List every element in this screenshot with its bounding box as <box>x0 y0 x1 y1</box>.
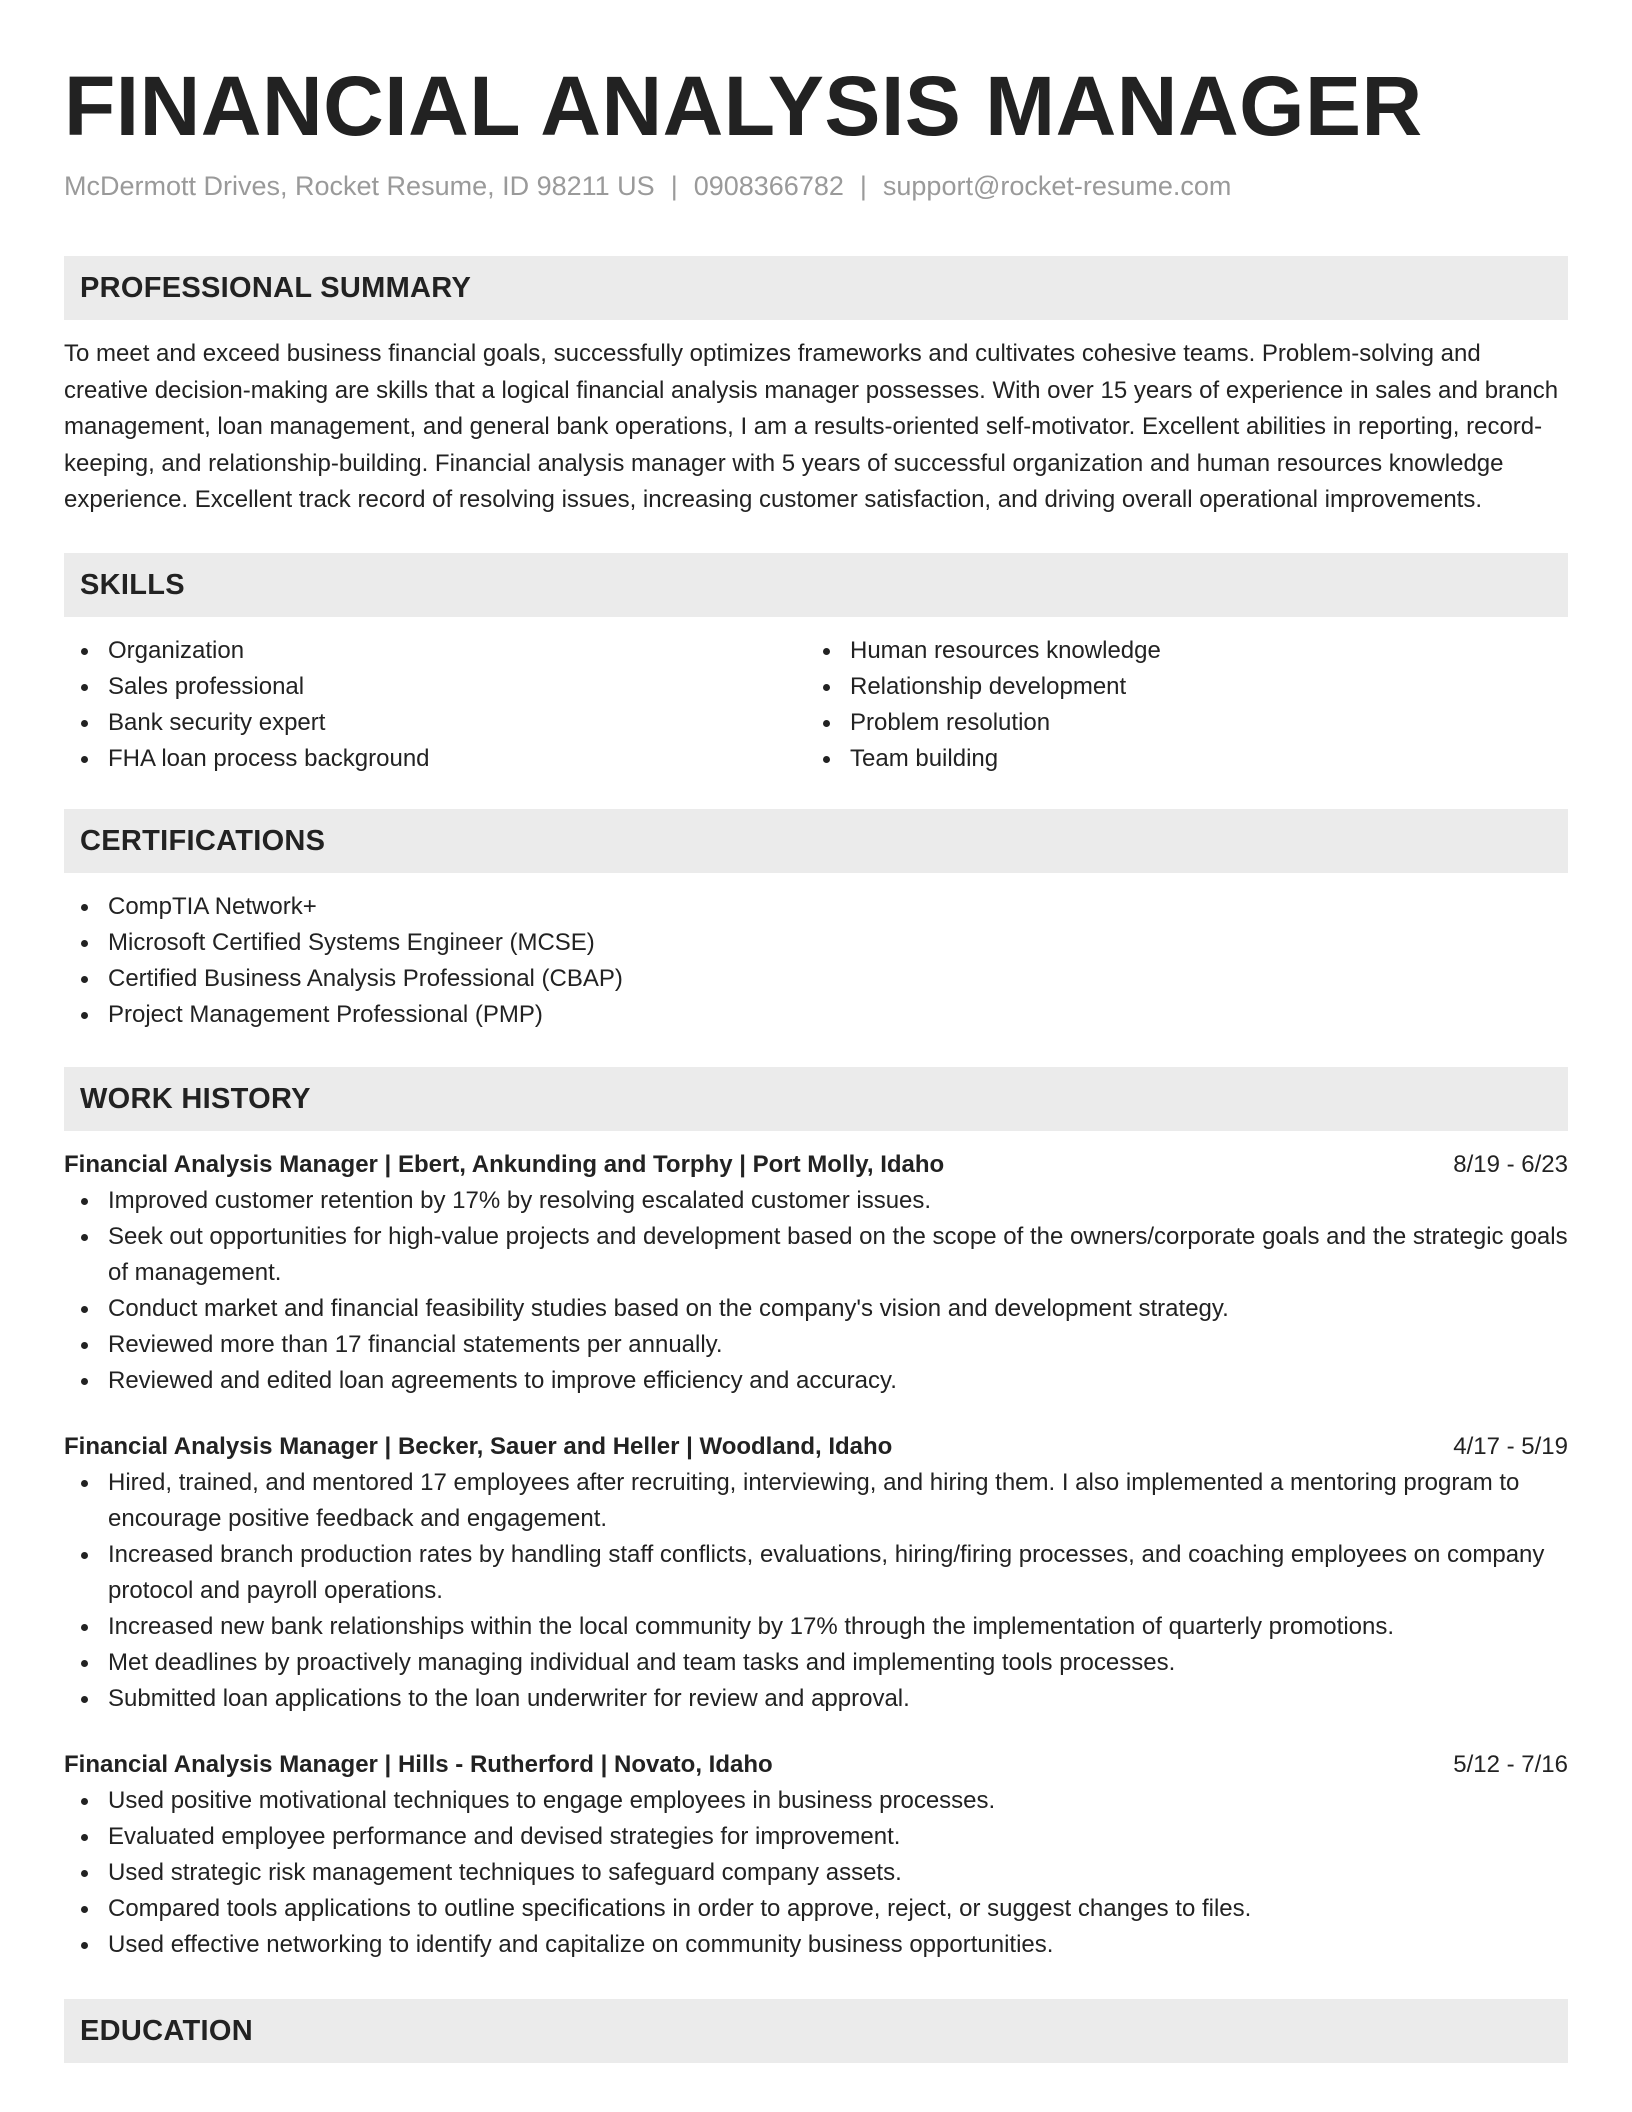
job-entry <box>64 1429 1568 1717</box>
certification-item: Microsoft Certified Systems Engineer (MCSE) <box>64 925 1568 961</box>
job-title: Financial Analysis Manager | Ebert, Ankunding and Torphy | Port Molly, Idaho <box>64 1150 945 1178</box>
job-bullet: Reviewed and edited loan agreements to improve efficiency and accuracy. <box>64 1363 1568 1399</box>
job-bullets <box>64 1465 1568 1717</box>
job-bullet: Submitted loan applications to the loan underwriter for review and approval. <box>64 1681 1568 1717</box>
skill-item: Team building <box>806 741 1548 777</box>
job-bullet: Used positive motivational techniques to engage employees in business processes. <box>64 1783 1568 1819</box>
job-bullet: Increased new bank relationships within the local community by 17% through the implementation of quarterly promotions. <box>64 1609 1568 1645</box>
job-dates: 5/12 - 7/16 <box>1453 1750 1568 1778</box>
section-heading-certifications: CERTIFICATIONS <box>64 809 1568 873</box>
job-bullet: Seek out opportunities for high-value projects and development based on the scope of the owners/corporate goals and the strategic goals of management. <box>64 1219 1568 1291</box>
contact-phone: 0908366782 <box>693 171 844 201</box>
job-bullet: Increased branch production rates by handling staff conflicts, evaluations, hiring/firing processes, and coaching employees on company protocol and payroll operations. <box>64 1537 1568 1609</box>
job-header <box>64 1429 1568 1465</box>
job-bullet: Used effective networking to identify and capitalize on community business opportunities. <box>64 1927 1568 1963</box>
certifications-list <box>64 889 1568 1033</box>
contact-separator: | <box>670 171 678 201</box>
job-bullet: Conduct market and financial feasibility studies based on the company's vision and development strategy. <box>64 1291 1568 1327</box>
contact-email: support@rocket-resume.com <box>882 171 1232 201</box>
skill-item: Sales professional <box>64 669 806 705</box>
job-bullets <box>64 1183 1568 1399</box>
skill-item: Relationship development <box>806 669 1548 705</box>
job-bullet: Evaluated employee performance and devised strategies for improvement. <box>64 1819 1568 1855</box>
section-heading-summary: PROFESSIONAL SUMMARY <box>64 256 1568 320</box>
certification-item: Project Management Professional (PMP) <box>64 997 1568 1033</box>
job-header <box>64 1147 1568 1183</box>
summary-text: To meet and exceed business financial goals, successfully optimizes frameworks and cultivates cohesive teams. Problem-solving and creative decision-making are skills that a logical financial analysis manager possesses. With over 15 years of experience in sales and branch management, loan management, and general bank operations, I am a results-oriented self-motivator. Excellent abilities in reporting, record-keeping, and relationship-building. Financial analysis manager with 5 years of successful organization and human resources knowledge experience. Excellent track record of resolving issues, increasing customer satisfaction, and driving overall operational improvements. <box>64 340 1559 513</box>
job-bullet: Reviewed more than 17 financial statements per annually. <box>64 1327 1568 1363</box>
job-dates: 8/19 - 6/23 <box>1453 1150 1568 1178</box>
job-bullet: Met deadlines by proactively managing individual and team tasks and implementing tools processes. <box>64 1645 1568 1681</box>
section-heading-skills: SKILLS <box>64 553 1568 617</box>
job-entry <box>64 1747 1568 1963</box>
job-title: Financial Analysis Manager | Becker, Sauer and Heller | Woodland, Idaho <box>64 1432 893 1460</box>
section-heading-education: EDUCATION <box>64 1999 1568 2063</box>
job-title: Financial Analysis Manager | Hills - Rutherford | Novato, Idaho <box>64 1750 773 1778</box>
section-heading-work-history: WORK HISTORY <box>64 1067 1568 1131</box>
job-entry <box>64 1147 1568 1399</box>
job-bullet: Used strategic risk management techniques to safeguard company assets. <box>64 1855 1568 1891</box>
job-dates: 4/17 - 5/19 <box>1453 1432 1568 1460</box>
certification-item: Certified Business Analysis Professional (CBAP) <box>64 961 1568 997</box>
job-bullet: Compared tools applications to outline specifications in order to approve, reject, or suggest changes to files. <box>64 1891 1568 1927</box>
contact-address: McDermott Drives, Rocket Resume, ID 98211 US <box>64 171 655 201</box>
certification-item: CompTIA Network+ <box>64 889 1568 925</box>
skill-item: Human resources knowledge <box>806 633 1548 669</box>
skill-item: Organization <box>64 633 806 669</box>
contact-separator: | <box>859 171 867 201</box>
skill-item: FHA loan process background <box>64 741 806 777</box>
job-bullet: Improved customer retention by 17% by resolving escalated customer issues. <box>64 1183 1568 1219</box>
skills-grid <box>64 633 1568 777</box>
job-bullets <box>64 1783 1568 1963</box>
skills-list-left <box>64 633 806 777</box>
job-header <box>64 1747 1568 1783</box>
resume-title: FINANCIAL ANALYSIS MANAGER <box>64 59 1423 153</box>
job-bullet: Hired, trained, and mentored 17 employees after recruiting, interviewing, and hiring them. I also implemented a mentoring program to encourage positive feedback and engagement. <box>64 1465 1568 1537</box>
skill-item: Bank security expert <box>64 705 806 741</box>
skill-item: Problem resolution <box>806 705 1548 741</box>
skills-list-right <box>806 633 1548 777</box>
contact-line <box>64 168 1568 204</box>
resume-page <box>64 0 1568 2063</box>
